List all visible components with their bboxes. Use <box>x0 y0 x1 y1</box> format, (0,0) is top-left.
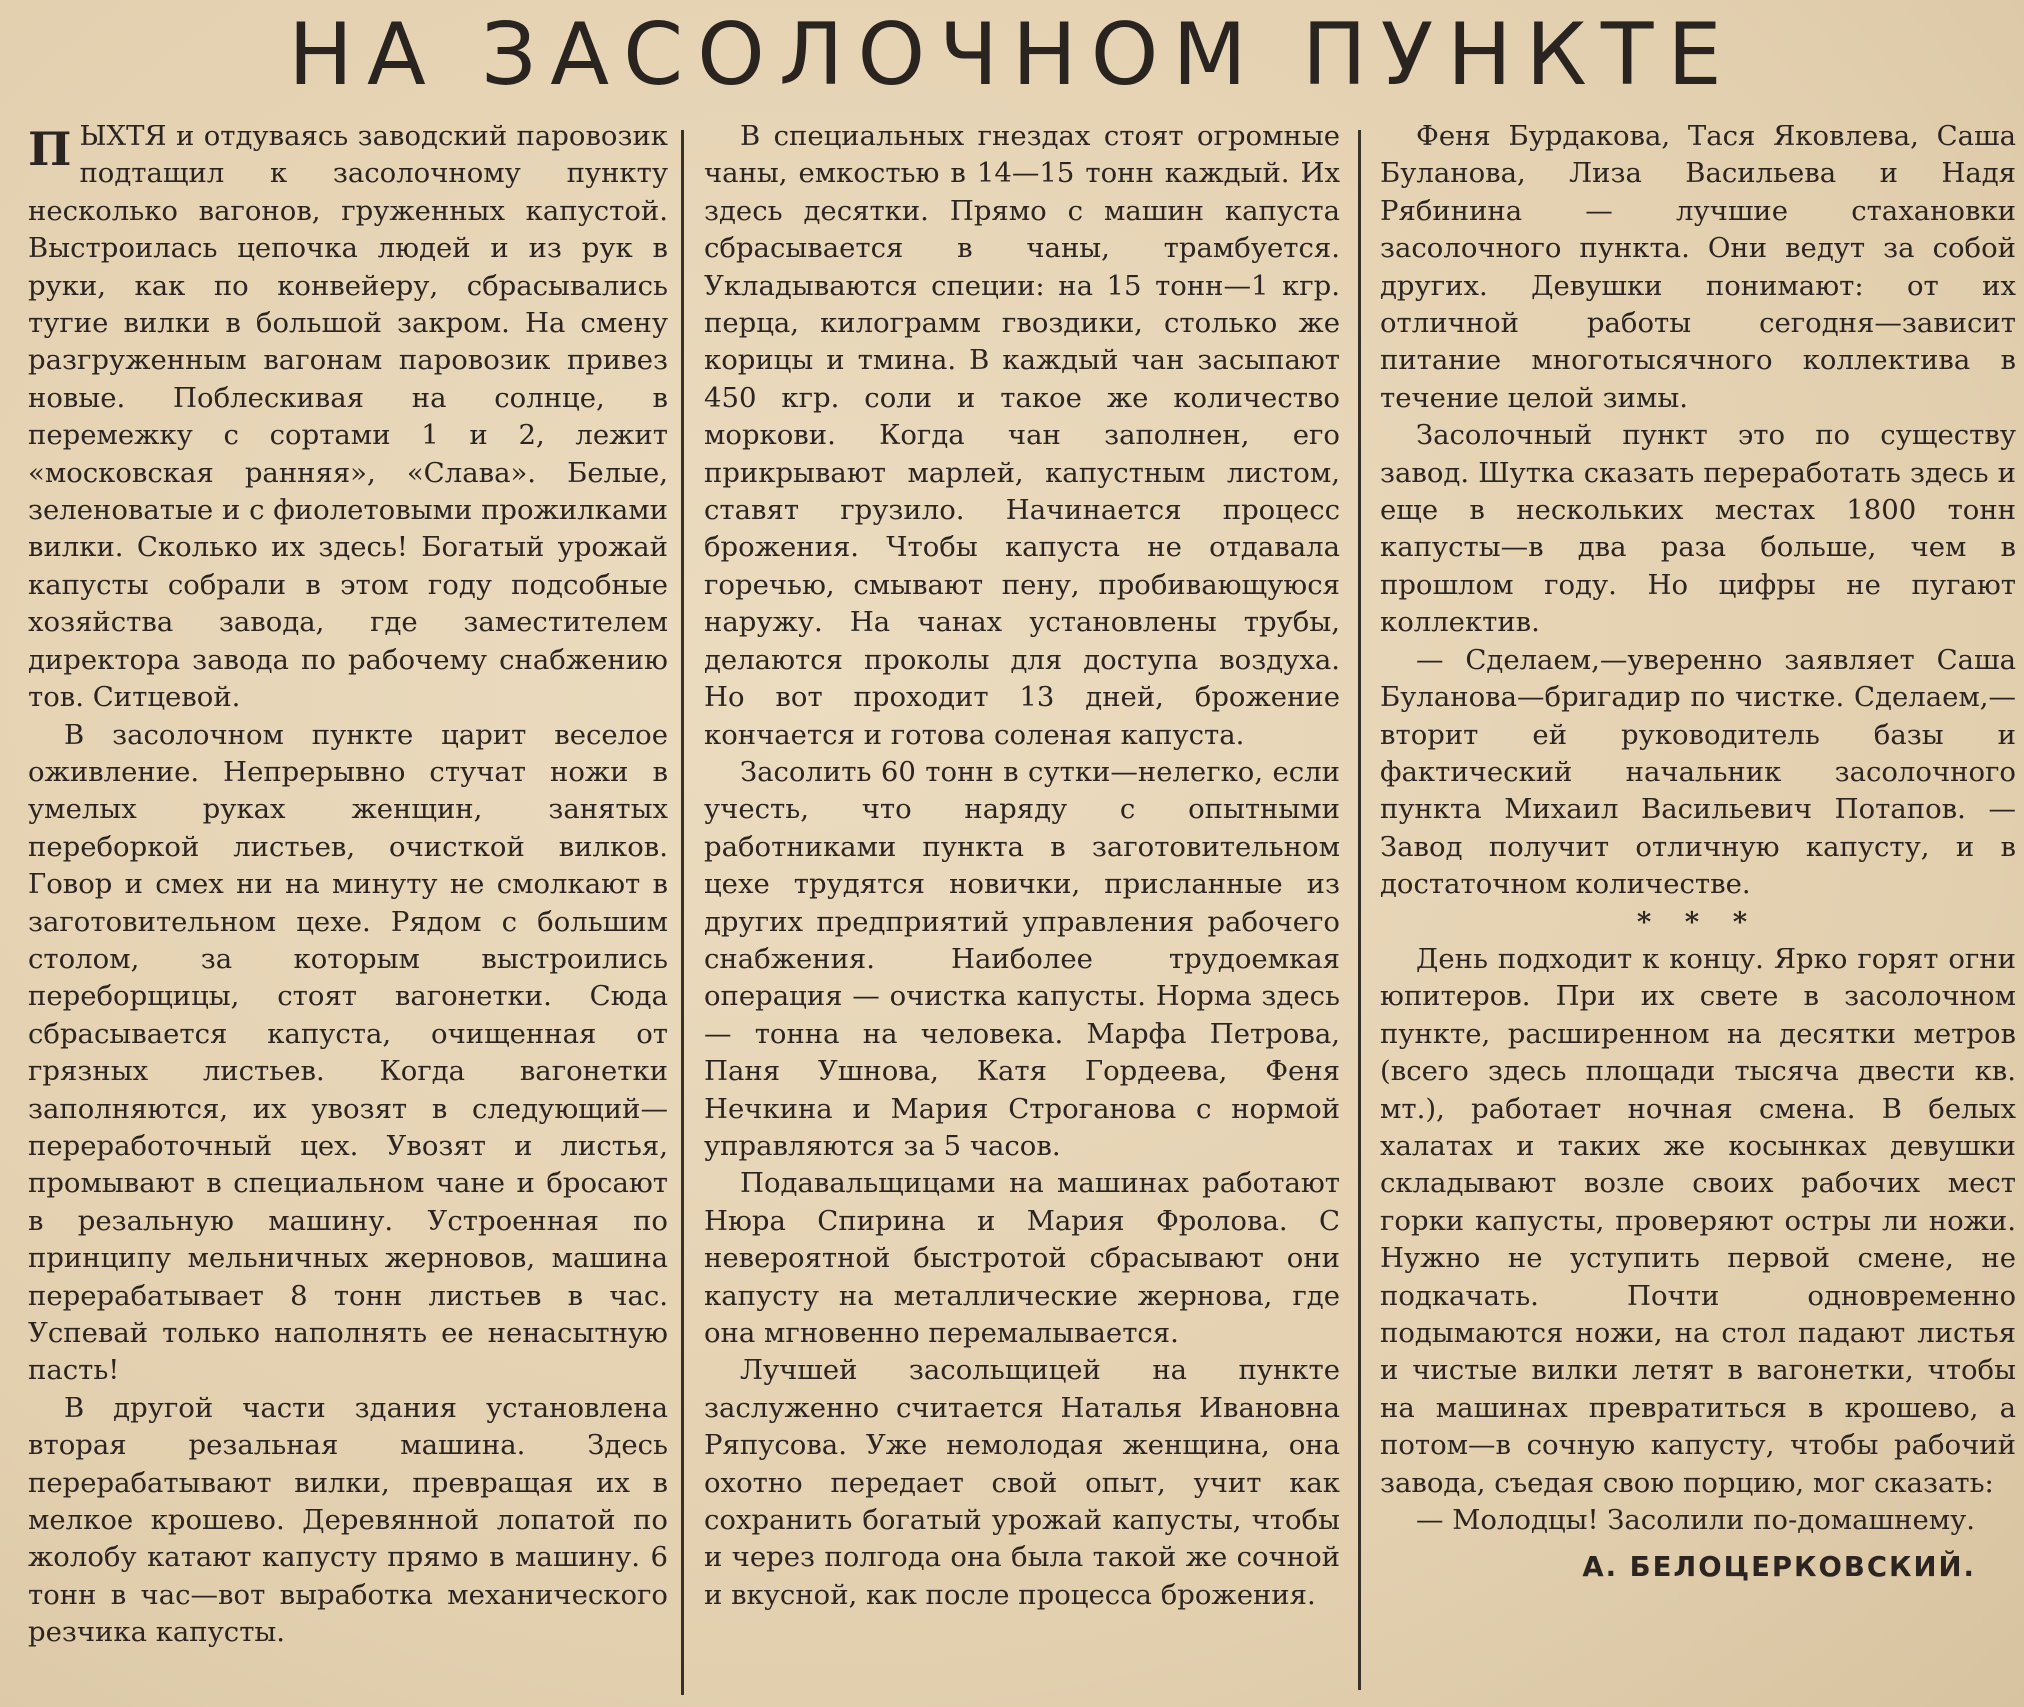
section-separator: * * * <box>1636 905 1760 938</box>
paragraph: — Сделаем,—уверенно заявляет Саша Буланова—бригадир по чистке. Сделаем,—вторит ей руководитель базы и фактический начальник засолочного пункта Михаил Васильевич Потапов. —Завод получит отличную капусту, и в достаточном количестве. <box>1380 643 2016 901</box>
paragraph: В специальных гнездах стоят огромные чаны, емкостью в 14—15 тонн каждый. Их здесь десятки. Прямо с машин капуста сбрасывается в чаны, трамбуется. Укладываются специи: на 15 тонн—1 кгр. перца, килограмм гвоздики, столько же корицы и тмина. В каждый чан засыпают 450 кгр. соли и такое же количество моркови. Когда чан заполнен, его прикрывают марлей, капустным листом, ставят грузило. Начинается процесс брожения. Чтобы капуста не отдавала горечью, смывают пену, пробивающуюся наружу. На чанах установлены трубы, делаются проколы для доступа воздуха. Но вот проходит 13 дней, брожение кончается и готова соленая капуста. <box>704 120 1340 751</box>
paragraph: День подходит к концу. Ярко горят огни юпитеров. При их свете в засолочном пункте, расширенном на десятки метров (всего здесь площади тысяча двести кв. мт.), работает ночная смена. В белых халатах и таких же косынках девушки складывают возле своих рабочих мест горки капусты, проверяют остры ли ножи. Нужно не уступить первой смене, не подкачать. Почти одновременно подымаются ножи, на стол падают листья и чистые вилки летят в вагонетки, чтобы на машинах превратиться в крошево, а потом—в сочную капусту, чтобы рабочий завода, съедая свою порцию, мог сказать: <box>1380 942 2016 1499</box>
paragraph: Засолочный пункт это по существу завод. Шутка сказать переработать здесь и еще в нескольких местах 1800 тонн капусты—в два раза больше, чем в прошлом году. Но цифры не пугают коллектив. <box>1380 419 2016 639</box>
article-column-1 <box>28 118 668 1652</box>
paragraph: В засолочном пункте царит веселое оживление. Непрерывно стучат ножи в умелых руках женщин, занятых переборкой листьев, очисткой вилков. Говор и смех ни на минуту не смолкают в заготовительном цехе. Рядом с большим столом, за которым выстроились переборщицы, стоят вагонетки. Сюда сбрасывается капуста, очищенная от грязных листьев. Когда вагонетки заполняются, их увозят в следующий—перерaботочный цех. Увозят и листья, промывают в специальном чане и бросают в резальную машину. Устроенная по принципу мельничных жерновов, машина перерабатывает 8 тонн листьев в час. Успевай только наполнять ее ненасытную пасть! <box>28 718 668 1387</box>
paragraph: Засолить 60 тонн в сутки—нелегко, если учесть, что наряду с опытными работниками пункта в заготовительном цехе трудятся новички, присланные из других предприятий управления рабочего снабжения. Наиболее трудоемкая операция — очистка капусты. Норма здесь — тонна на человека. Марфа Петрова, Паня Ушнова, Катя Гордеева, Феня Нечкина и Мария Строганова с нормой управляются за 5 часов. <box>704 755 1340 1162</box>
column-rule-2 <box>1358 130 1361 1690</box>
paragraph: Феня Бурдакова, Тася Яковлева, Саша Буланова, Лиза Васильева и Надя Рябинина — лучшие стахановки засолочного пункта. Они ведут за собой других. Девушки понимают: от их отличной работы сегодня—зависит питание многотысячного коллектива в течение целой зимы. <box>1380 120 2016 414</box>
byline: А. БЕЛОЦЕРКОВСКИЙ. <box>1582 1551 1976 1584</box>
article-column-2 <box>704 118 1340 1614</box>
headline: НА ЗАСОЛОЧНОМ ПУНКТЕ <box>288 5 1736 105</box>
paragraph <box>28 118 668 717</box>
paragraph: Лучшей засольщицей на пункте заслуженно считается Наталья Ивановна Ряпусова. Уже немолодая женщина, она охотно передает свой опыт, учит как сохранить богатый урожай капусты, чтобы и через полгода она была такой же сочной и вкусной, как после процесса брожения. <box>704 1354 1340 1611</box>
column-rule-1 <box>681 130 684 1695</box>
paragraph: — Молодцы! Засолили по-домашнему. <box>1416 1504 1976 1537</box>
paragraph: В другой части здания установлена вторая резальная машина. Здесь перерабатывают вилки, превращая их в мелкое крошево. Деревянной лопатой по жолобу катают капусту прямо в машину. 6 тонн в час—вот выработка механического резчика капусты. <box>28 1391 668 1649</box>
paragraph: Подавальщицами на машинах работают Нюра Спирина и Мария Фролова. С невероятной быстротой сбрасывают они капусту на металлические жернова, где она мгновенно перемалывается. <box>704 1167 1340 1349</box>
article-column-3 <box>1380 118 2016 1587</box>
drop-cap: П <box>28 122 72 176</box>
paragraph-text: ЫХТЯ и отдуваясь заводский паровозик подтащил к засолочному пункту несколько вагонов, груженных капустой. Выстроилась цепочка людей и из рук в руки, как по конвейеру, сбрасывались тугие вилки в большой закром. На смену разгруженным вагонам паровозик привез новые. Поблескивая на солнце, в перемежку с сортами 1 и 2, лежит «московская ранняя», «Слава». Белые, зеленоватые и с фиолетовыми прожилками вилки. Сколько их здесь! Богатый урожай капусты собрали в этом году подсобные хозяйства завода, где заместителем директора завода по рабочему снабжению тов. Ситцевой. <box>28 120 668 714</box>
